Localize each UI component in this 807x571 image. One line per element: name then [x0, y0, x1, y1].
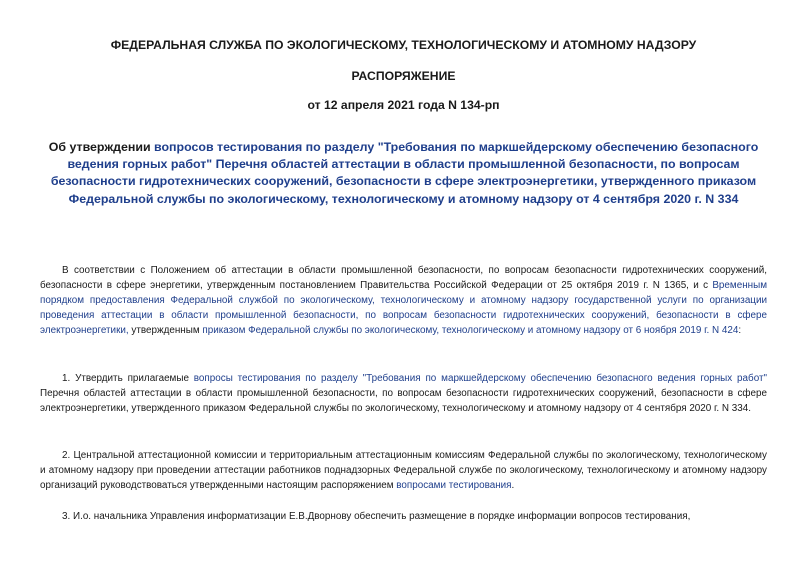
clause-2-text-a: 2. Центральной аттестационной комиссии и территориальным аттестационным комиссиям Федеральной службы по экологическому, технологическому и атомному надзору при проведении аттестации работников поднадзорных Федеральной службе по экологическому, технологическому и атомному надзору организаций руководствоваться утвержденными настоящим распоряжением — [40, 450, 767, 492]
clause-1-text-a: 1. Утвердить прилагаемые — [62, 373, 194, 384]
preamble-paragraph — [40, 263, 767, 338]
order-424-link[interactable]: приказом Федеральной службы по экологическому, технологическому и атомному надзору от 6 ноября 2019 г. N 424 — [202, 325, 739, 337]
document-date-number: от 12 апреля 2021 года N 134-рп — [307, 98, 500, 112]
clause-1-paragraph — [40, 371, 767, 416]
document-type: РАСПОРЯЖЕНИЕ — [351, 69, 456, 83]
clause-1-text-b: Перечня областей аттестации в области промышленной безопасности, по вопросам безопасности гидротехнических сооружений, безопасности в сфере электроэнергетики, утвержденного приказом Федеральной службы по экологическому, технологическому и атомному надзору от 4 сентября 2020 г. N 334. — [40, 388, 767, 415]
test-questions-link[interactable]: вопросы тестирования по разделу "Требования по маркшейдерскому обеспечению безопасного ведения горных работ" — [193, 373, 767, 384]
clause-2-text-b: . — [511, 480, 515, 492]
preamble-text-c: : — [738, 325, 742, 337]
clause-2-paragraph — [40, 448, 767, 493]
title-prefix: Об утверждении — [48, 140, 155, 154]
temporary-procedure-link[interactable]: Временным порядком предоставления Федеральной службой по экологическому, технологическому и атомному надзору государственной услуги по организации проведения аттестации в области промышленной безопасности, по вопросам безопасности гидротехнических сооружений, безопасности в сфере электроэнергетики, — [40, 280, 767, 337]
clause-3-paragraph — [40, 509, 767, 524]
test-questions-link-2[interactable]: вопросами тестирования — [396, 480, 512, 492]
preamble-text-b: утвержденным — [128, 325, 203, 337]
agency-name: ФЕДЕРАЛЬНАЯ СЛУЖБА ПО ЭКОЛОГИЧЕСКОМУ, ТЕХНОЛОГИЧЕСКОМУ И АТОМНОМУ НАДЗОРУ — [110, 38, 697, 52]
preamble-text-a: В соответствии с Положением об аттестации в области промышленной безопасности, по вопросам безопасности гидротехнических сооружений, безопасности в сфере энергетики, утвержденным постановлением Правительства Российской Федерации от 25 октября 2019 г. N 1365, и с — [40, 265, 767, 292]
clause-3-text-a: 3. И.о. начальника Управления информатизации Е.В.Дворнову обеспечить размещение в порядке информации вопросов тестирования, — [62, 511, 691, 522]
title-link[interactable]: вопросов тестирования по разделу "Требования по маркшейдерскому обеспечению безопасного ведения горных работ" Перечня областей аттестации в области промышленной безопасности, по вопросам безопасности гидротехнических сооружений, безопасности в сфере электроэнергетики, утвержденного приказом Федеральной службы по экологическому, технологическому и атомному надзору от 4 сентября 2020 г. N 334 — [50, 140, 759, 206]
document-title — [30, 139, 777, 208]
